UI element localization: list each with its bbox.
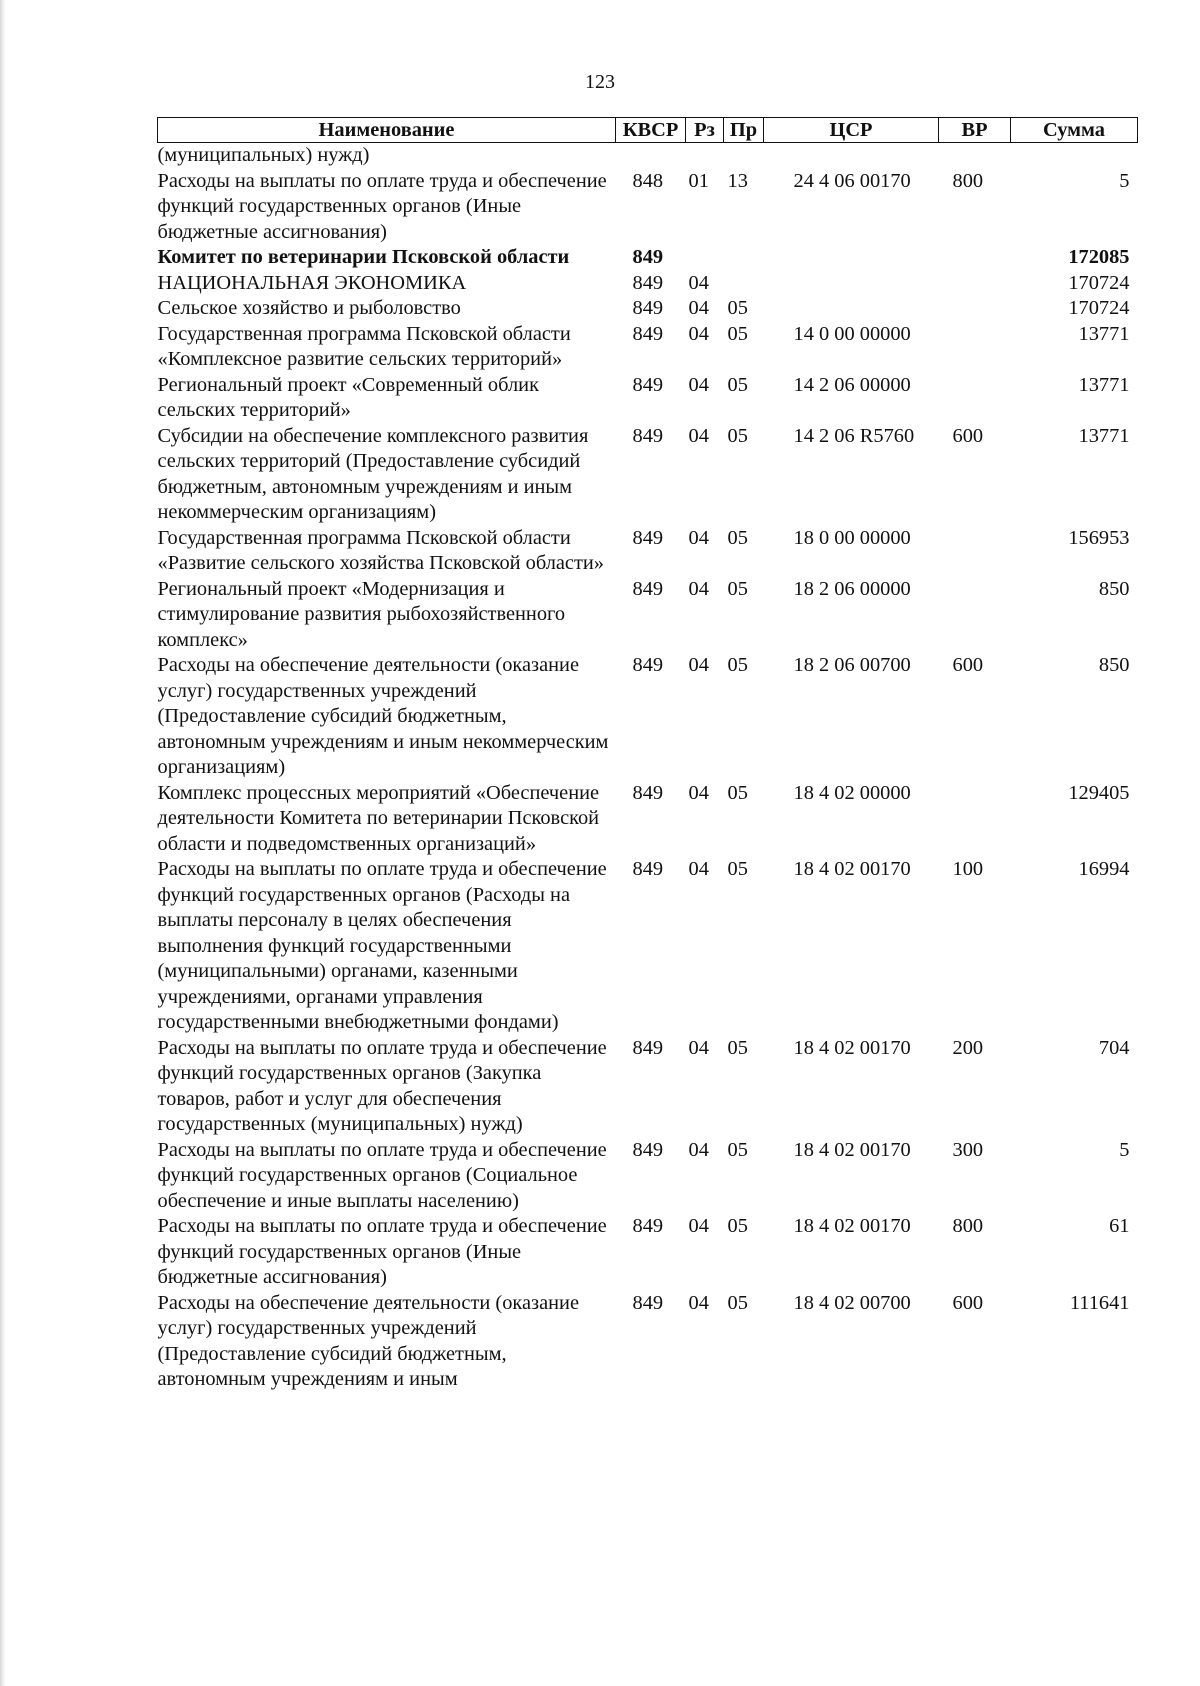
cell-name: Расходы на выплаты по оплате труда и обеспечение функций государственных органов (Расходы на выплаты персоналу в целях обеспечения выполнения функций государственными (муниципальными) органами, казенными учреждениями, органами управления государственными внебюджетными фондами) — [157, 858, 607, 1033]
cell-pr: 05 — [727, 577, 748, 600]
cell-sum: 156953 — [1068, 526, 1130, 549]
header-csr: ЦСР — [764, 118, 939, 143]
cell-rz — [686, 143, 724, 169]
cell-rz: 04 — [688, 271, 709, 294]
cell-pr: 05 — [727, 1215, 748, 1237]
cell-rz: 04 — [688, 781, 709, 804]
table-row — [158, 143, 1138, 169]
cell-rz: 04 — [688, 1215, 709, 1237]
cell-kvsr: 849 — [632, 1138, 664, 1161]
cell-vr — [939, 143, 1011, 169]
cell-pr: 05 — [727, 322, 748, 345]
cell-rz: 04 — [688, 1036, 709, 1059]
cell-sum: 13771 — [1078, 322, 1130, 345]
cell-rz: 04 — [688, 1291, 709, 1314]
cell-pr — [724, 271, 764, 297]
cell-sum: 13771 — [1078, 424, 1130, 447]
cell-sum: 5 — [1119, 1138, 1130, 1161]
cell-kvsr: 849 — [632, 271, 664, 294]
cell-rz: 04 — [688, 526, 709, 549]
cell-name: Государственная программа Псковской области «Комплексное развитие сельских территорий» — [157, 322, 571, 370]
cell-kvsr: 849 — [632, 1036, 664, 1059]
cell-vr — [939, 271, 1011, 297]
cell-name: Региональный проект «Модернизация и стимулирование развития рыбохозяйственного комплекс» — [157, 577, 566, 651]
table-header — [158, 118, 1138, 143]
cell-kvsr: 849 — [632, 246, 664, 268]
cell-csr: 18 4 02 00170 — [793, 1036, 911, 1059]
cell-sum: 170724 — [1068, 297, 1130, 319]
cell-sum — [1011, 143, 1138, 169]
cell-csr: 18 4 02 00170 — [793, 1215, 911, 1237]
table-row — [158, 271, 1138, 297]
cell-kvsr: 849 — [632, 322, 664, 345]
cell-kvsr: 849 — [632, 577, 664, 600]
cell-csr — [764, 143, 939, 169]
cell-vr — [939, 373, 1011, 424]
header-pr: Пр — [724, 118, 764, 143]
table-body — [158, 143, 1138, 1393]
cell-rz — [686, 245, 724, 271]
table-row — [158, 245, 1138, 271]
cell-pr: 05 — [727, 526, 748, 549]
cell-kvsr: 849 — [632, 654, 664, 676]
header-row — [158, 118, 1138, 143]
cell-vr — [939, 781, 1011, 858]
cell-vr — [939, 526, 1011, 577]
cell-name: Комитет по ветеринарии Псковской области — [157, 246, 570, 268]
table-row — [158, 169, 1138, 246]
cell-vr: 600 — [952, 654, 984, 676]
header-vr: ВР — [939, 118, 1011, 143]
cell-kvsr — [616, 143, 686, 169]
cell-vr: 200 — [952, 1036, 984, 1059]
header-sum: Сумма — [1011, 118, 1138, 143]
cell-name: Субсидии на обеспечение комплексного развития сельских территорий (Предоставление субсидий бюджетным, автономным учреждениям и иным некоммерческим организациям) — [157, 424, 589, 523]
cell-name: Расходы на выплаты по оплате труда и обеспечение функций государственных органов (Иные бюджетные ассигнования) — [157, 1215, 607, 1288]
cell-rz: 04 — [688, 322, 709, 345]
cell-pr: 05 — [727, 1036, 748, 1059]
budget-table — [157, 117, 1138, 1393]
cell-vr: 600 — [952, 1291, 984, 1314]
cell-csr — [764, 245, 939, 271]
cell-name: (муниципальных) нужд) — [157, 144, 370, 166]
table-row — [158, 781, 1138, 858]
cell-sum: 16994 — [1078, 858, 1130, 880]
cell-csr: 18 4 02 00170 — [793, 1138, 911, 1161]
table-row — [158, 1291, 1138, 1393]
cell-csr: 18 2 06 00000 — [793, 577, 911, 600]
table-row — [158, 653, 1138, 781]
cell-csr — [764, 271, 939, 297]
table-row — [158, 322, 1138, 373]
cell-kvsr: 849 — [632, 526, 664, 549]
cell-csr: 18 2 06 00700 — [793, 654, 911, 676]
cell-name: НАЦИОНАЛЬНАЯ ЭКОНОМИКА — [157, 271, 467, 294]
scan-edge — [0, 0, 6, 1686]
cell-vr: 300 — [952, 1138, 984, 1161]
cell-rz: 04 — [688, 1138, 709, 1161]
cell-pr: 05 — [727, 781, 748, 804]
header-rz: Рз — [686, 118, 724, 143]
cell-vr — [939, 296, 1011, 322]
cell-sum: 850 — [1098, 577, 1130, 600]
cell-vr: 100 — [952, 858, 984, 880]
table-row — [158, 296, 1138, 322]
cell-sum: 129405 — [1068, 781, 1130, 804]
table-row — [158, 857, 1138, 1036]
cell-name: Расходы на обеспечение деятельности (оказание услуг) государственных учреждений (Предоставление субсидий бюджетным, автономным учреждениям и иным — [157, 1291, 580, 1390]
cell-name: Государственная программа Псковской области «Развитие сельского хозяйства Псковской области» — [157, 526, 605, 574]
cell-sum: 111641 — [1069, 1291, 1130, 1314]
cell-rz: 04 — [688, 424, 709, 447]
table-row — [158, 1036, 1138, 1138]
cell-rz: 04 — [688, 654, 709, 676]
cell-csr: 18 4 02 00000 — [793, 781, 911, 804]
cell-vr — [939, 245, 1011, 271]
cell-kvsr: 849 — [632, 1291, 664, 1314]
cell-sum: 13771 — [1078, 373, 1130, 396]
cell-pr: 05 — [727, 373, 748, 396]
cell-csr: 14 0 00 00000 — [793, 322, 911, 345]
cell-kvsr: 849 — [632, 781, 664, 804]
cell-pr: 05 — [727, 858, 748, 880]
cell-sum: 170724 — [1068, 271, 1130, 294]
cell-csr: 14 2 06 00000 — [793, 373, 911, 396]
table-row — [158, 373, 1138, 424]
table-row — [158, 526, 1138, 577]
table-row — [158, 1138, 1138, 1215]
cell-vr: 800 — [952, 1215, 984, 1237]
cell-pr: 13 — [727, 169, 748, 192]
cell-name: Расходы на обеспечение деятельности (оказание услуг) государственных учреждений (Предоставление субсидий бюджетным, автономным учреждениям и иным некоммерческим организациям) — [157, 654, 609, 778]
table-row — [158, 424, 1138, 526]
cell-rz: 01 — [688, 169, 709, 192]
cell-csr: 14 2 06 R5760 — [793, 424, 915, 447]
cell-csr: 18 4 02 00170 — [793, 858, 911, 880]
cell-csr: 24 4 06 00170 — [793, 169, 911, 192]
cell-csr — [764, 296, 939, 322]
cell-vr: 600 — [952, 424, 984, 447]
cell-name: Расходы на выплаты по оплате труда и обеспечение функций государственных органов (Иные бюджетные ассигнования) — [157, 169, 607, 243]
cell-pr — [724, 245, 764, 271]
cell-rz: 04 — [688, 373, 709, 396]
cell-sum: 850 — [1098, 654, 1130, 676]
header-kvsr: КВСР — [616, 118, 686, 143]
cell-kvsr: 849 — [632, 1215, 664, 1237]
cell-pr: 05 — [727, 424, 748, 447]
cell-pr: 05 — [727, 654, 748, 676]
cell-name: Расходы на выплаты по оплате труда и обеспечение функций государственных органов (Социальное обеспечение и иные выплаты населению) — [157, 1138, 607, 1212]
cell-name: Сельское хозяйство и рыболовство — [157, 297, 461, 319]
cell-pr: 05 — [727, 297, 748, 319]
cell-csr: 18 4 02 00700 — [793, 1291, 911, 1314]
page-number: 123 — [585, 71, 615, 93]
cell-sum: 172085 — [1068, 246, 1130, 268]
cell-rz: 04 — [688, 858, 709, 880]
cell-vr — [939, 322, 1011, 373]
cell-rz: 04 — [688, 297, 709, 319]
cell-name: Комплекс процессных мероприятий «Обеспечение деятельности Комитета по ветеринарии Псковской области и подведомственных организаций» — [157, 781, 600, 855]
cell-name: Региональный проект «Современный облик сельских территорий» — [157, 373, 539, 421]
cell-name: Расходы на выплаты по оплате труда и обеспечение функций государственных органов (Закупка товаров, работ и услуг для обеспечения государственных (муниципальных) нужд) — [157, 1036, 607, 1135]
cell-pr — [724, 143, 764, 169]
header-name: Наименование — [158, 118, 616, 143]
cell-kvsr: 849 — [632, 858, 664, 880]
cell-kvsr: 849 — [632, 297, 664, 319]
cell-csr: 18 0 00 00000 — [793, 526, 911, 549]
cell-sum: 5 — [1119, 169, 1130, 192]
cell-vr — [939, 577, 1011, 654]
table-row — [158, 577, 1138, 654]
cell-sum: 61 — [1109, 1215, 1130, 1237]
cell-pr: 05 — [727, 1138, 748, 1161]
cell-kvsr: 849 — [632, 373, 664, 396]
cell-rz: 04 — [688, 577, 709, 600]
cell-kvsr: 848 — [632, 169, 664, 192]
cell-pr: 05 — [727, 1291, 748, 1314]
cell-sum: 704 — [1098, 1036, 1130, 1059]
cell-vr: 800 — [952, 169, 984, 192]
table-row — [158, 1214, 1138, 1291]
cell-kvsr: 849 — [632, 424, 664, 447]
